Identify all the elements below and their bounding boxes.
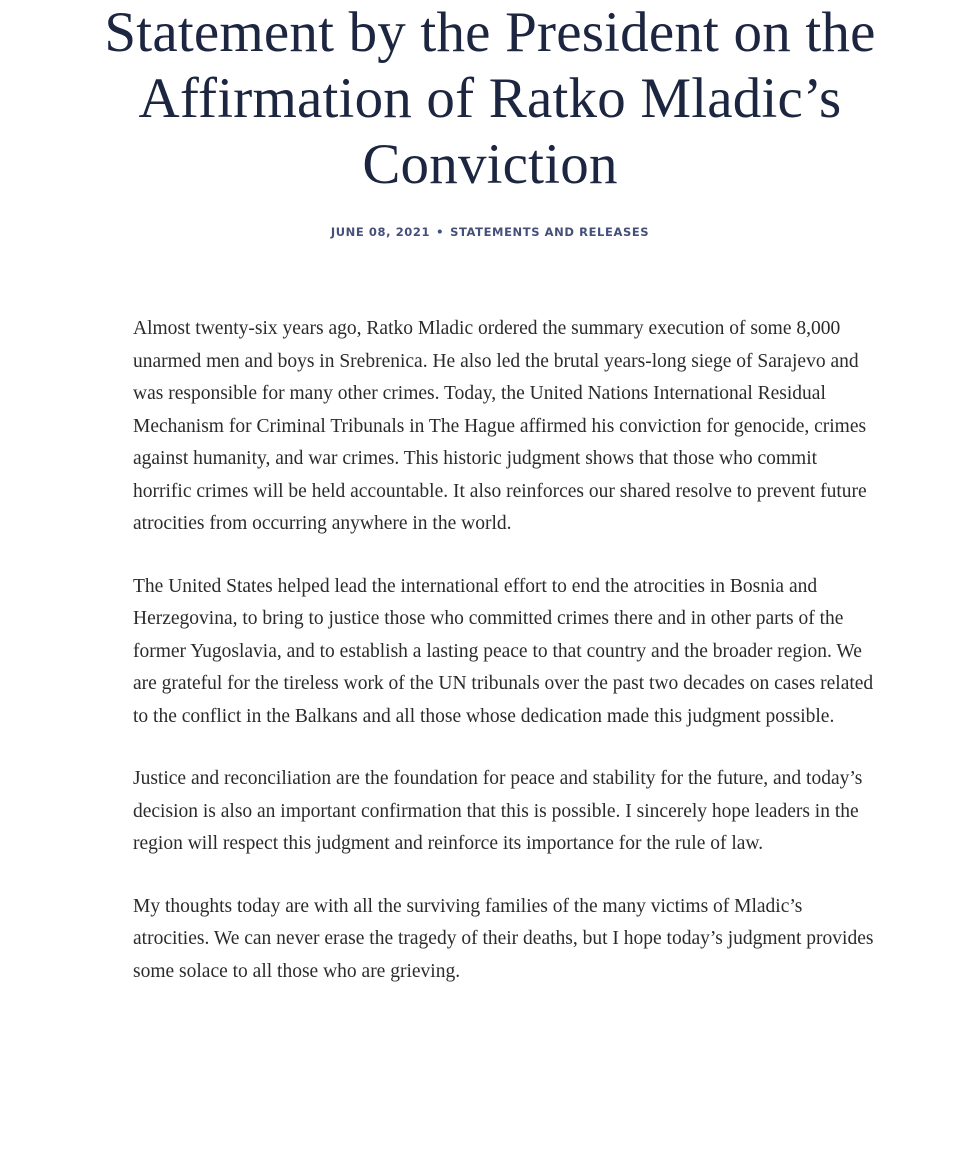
page-title: Statement by the President on the Affirmation of Ratko Mladic’s Conviction [104,1,876,196]
paragraph-3: Justice and reconciliation are the foundation for peace and stability for the future, and today’s decision is also an important confirmation that this is possible. I sincerely hope leaders in the region will respect this judgment and reinforce its importance for the rule of law. [133,768,863,854]
article-meta [0,224,980,240]
paragraph-1: Almost twenty-six years ago, Ratko Mladic ordered the summary execution of some 8,000 unarmed men and boys in Srebrenica. He also led the brutal years-long siege of Sarajevo and was responsible for many other crimes. Today, the United Nations International Residual Mechanism for Criminal Tribunals in The Hague affirmed his conviction for genocide, crimes against humanity, and war crimes. This historic judgment shows that those who commit horrific crimes will be held accountable. It also reinforces our shared resolve to prevent future atrocities from occurring anywhere in the world. [133,318,867,534]
paragraph-4: My thoughts today are with all the surviving families of the many victims of Mladic’s atrocities. We can never erase the tragedy of their deaths, but I hope today’s judgment provides some solace to all those who are grieving. [133,895,874,982]
paragraph-2: The United States helped lead the international effort to end the atrocities in Bosnia and Herzegovina, to bring to justice those who committed crimes there and in other parts of the former Yugoslavia, and to establish a lasting peace to that country and the broader region. We are grateful for the tireless work of the UN tribunals over the past two decades on cases related to the conflict in the Balkans and all those whose dedication made this judgment possible. [133,575,874,727]
article-body [133,313,878,1018]
date-link[interactable]: JUNE 08, 2021 [330,225,431,239]
category-link[interactable]: STATEMENTS AND RELEASES [450,225,650,239]
meta-separator: • [436,225,445,239]
